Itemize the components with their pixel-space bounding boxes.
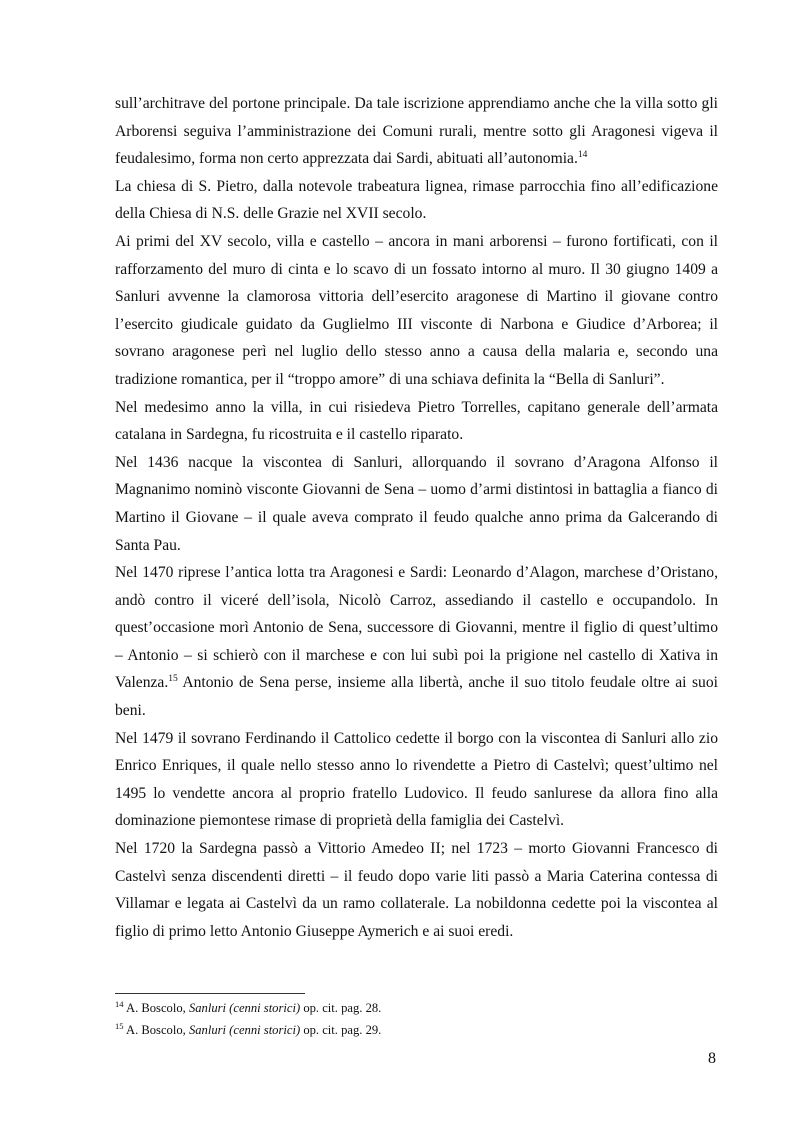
paragraph-1: [115, 90, 718, 173]
footnote-citation: op. cit. pag. 29.: [300, 1023, 382, 1037]
footnote-title: Sanluri (cenni storici): [188, 1023, 301, 1037]
body-text: [115, 90, 718, 945]
footnote-number: 14: [115, 999, 124, 1009]
paragraph-8: Nel 1720 la Sardegna passò a Vittorio Amedeo II; nel 1723 – morto Giovanni Francesco di Castelvì senza discendenti diretti – il feudo dopo varie liti passò a Maria Caterina contessa di Villamar e legata ai Castelvì da un ramo collaterale. La nobildonna cedette poi la viscontea al figlio di primo letto Antonio Giuseppe Aymerich e ai suoi eredi.: [115, 840, 718, 940]
footnote-separator: [115, 993, 305, 994]
footnote-14: [115, 1000, 718, 1016]
footnote-ref-14: 14: [577, 150, 588, 161]
paragraph-3: Ai primi del XV secolo, villa e castello – ancora in mani arborensi – furono fortificati, con il rafforzamento del muro di cinta e lo scavo di un fossato intorno al muro. Il 30 giugno 1409 a Sanluri avvenne la clamorosa vittoria dell’esercito aragonese di Martino il giovane contro l’esercito giudicale guidato da Guglielmo III visconte di Narbona e Giudice d’Arborea; il sovrano aragonese perì nel luglio dello stesso anno a causa della malaria e, secondo una tradizione romantica, per il “troppo amore” di una schiava definita la “Bella di Sanluri”.: [115, 232, 718, 388]
paragraph-7: Nel 1479 il sovrano Ferdinando il Cattolico cedette il borgo con la viscontea di Sanluri allo zio Enrico Enriques, il quale nello stesso anno lo rivendette a Pietro di Castelvì; quest’ultimo nel 1495 lo vendette ancora al proprio fratello Ludovico. Il feudo sanlurese da allora fino alla dominazione piemontese rimase di proprietà della famiglia dei Castelvì.: [115, 729, 718, 830]
footnotes: [115, 1000, 718, 1044]
footnote-15: [115, 1022, 718, 1038]
paragraph-4: Nel medesimo anno la villa, in cui risiedeva Pietro Torrelles, capitano generale dell’armata catalana in Sardegna, fu ricostruita e il castello riparato.: [115, 398, 718, 444]
footnote-ref-15: 15: [168, 674, 178, 685]
paragraph-2: La chiesa di S. Pietro, dalla notevole trabeatura lignea, rimase parrocchia fino all’edificazione della Chiesa di N.S. delle Grazie nel XVII secolo.: [115, 177, 718, 223]
footnote-title: Sanluri (cenni storici): [188, 1001, 301, 1015]
paragraph-5: Nel 1436 nacque la viscontea di Sanluri, allorquando il sovrano d’Aragona Alfonso il Magnanimo nominò visconte Giovanni de Sena – uomo d’armi distintosi in battaglia a fianco di Martino il Giovane – il quale aveva comprato il feudo qualche anno prima da Galcerando di Santa Pau.: [115, 453, 718, 554]
paragraph-6: [115, 559, 718, 725]
paragraph-6-text-after: Antonio de Sena perse, insieme alla libertà, anche il suo titolo feudale oltre ai suoi beni.: [115, 674, 718, 720]
paragraph-1-text: sull’architrave del portone principale. Da tale iscrizione apprendiamo anche che la villa sotto gli Arborensi seguiva l’amministrazione dei Comuni rurali, mentre sotto gli Aragonesi vigeva il feudalesimo, forma non certo apprezzata dai Sardi, abituati all’autonomia.: [115, 95, 718, 168]
page-number: 8: [708, 1050, 716, 1067]
paragraph-6-text-before: Nel 1470 riprese l’antica lotta tra Aragonesi e Sardi: Leonardo d’Alagon, marchese d’Oristano, andò contro il viceré dell’isola, Nicolò Carroz, assediando il castello e occupandolo. In quest’occasione morì Antonio de Sena, successore di Giovanni, mentre il figlio di quest’ultimo – Antonio – si schierò con il marchese e con lui subì poi la prigione nel castello di Xativa in Valenza.: [115, 564, 718, 692]
footnote-author: A. Boscolo,: [125, 1001, 189, 1015]
footnote-number: 15: [115, 1021, 124, 1031]
footnote-citation: op. cit. pag. 28.: [300, 1001, 382, 1015]
footnote-author: A. Boscolo,: [125, 1023, 189, 1037]
